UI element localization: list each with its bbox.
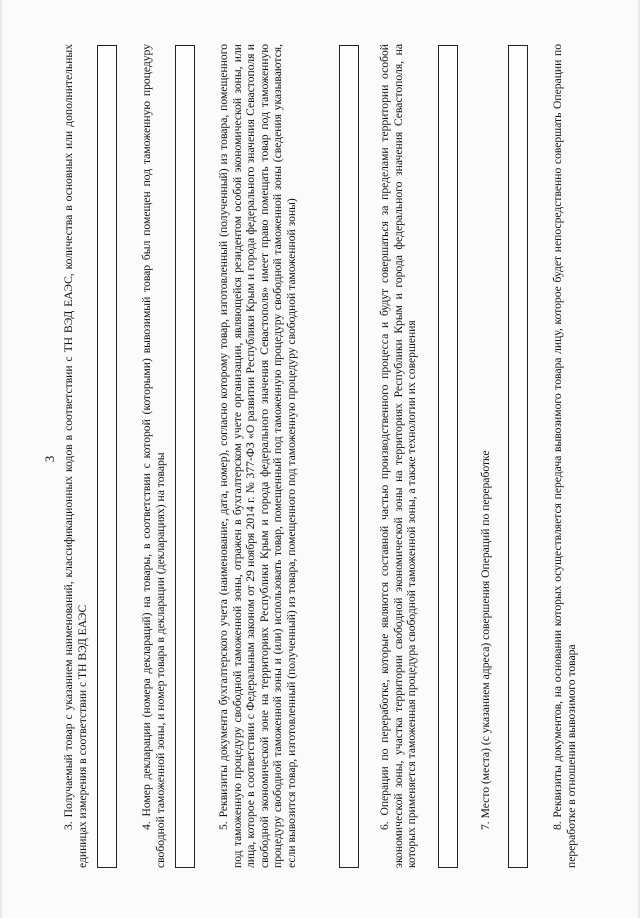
field-6-box bbox=[438, 45, 458, 868]
page-number: 3 bbox=[42, 455, 57, 463]
field-5-box bbox=[339, 45, 359, 868]
field-5-label: 5. Реквизиты документа бухгалтерского учета (наименование, дата, номер), согласно которому товар, изготовленный (полученный) из товара, помещенного под таможенную процедуру свободной таможенной зоны, отражен в бухгалтерском учете организации, являющейся резидентом особой экономической зоны, или лица, которое в соответствии с Федеральным законом от 29 ноября 2014 г. № 377-ФЗ «О развитии Республики Крым и города федерального значения Севастополя и свободной экономической зоне на территориях Республики Крым и города федерального значения Севастополя» имеет право помещать товар под таможенную процедуру свободной таможенной зоны и (или) использовать товар, помещенный под таможенную процедуру свободной таможенной зоны (сведения указываются, если вывозится товар, изготовленный (полученный) из товара, помещенного под таможенную процедуру свободной таможенной зоны) bbox=[217, 44, 298, 868]
field-4-label: 4. Номер декларации (номера деклараций) на товары, в соответствии с которой (которыми) вывозимый товар был помещен под таможенную процедуру свободной таможенной зоны, и номер товара в декларации (декларациях) на товары bbox=[140, 44, 167, 868]
field-3-label: 3. Получаемый товар с указанием наименований, классификационных кодов в соответствии с ТН ВЭД ЕАЭС, количества в основных или дополнительных единицах измерения в соответствии с ТН ВЭД ЕАЭС bbox=[62, 44, 89, 868]
field-3-box bbox=[97, 45, 117, 868]
field-7-label: 7. Место (места) (с указанием адреса) совершения Операций по переработке bbox=[479, 450, 492, 830]
field-4-box bbox=[175, 45, 195, 868]
document-page bbox=[2, 0, 638, 918]
field-6-label: 6. Операции по переработке, которые являются составной частью производственного процесса и будут совершаться за пределами территории особой экономической зоны, участка территории свободной экономической зоны на территориях Республики Крым и города федерального значения Севастополя, на которых применяется таможенная процедура свободной таможенной зоны, а также технологии их совершения bbox=[378, 44, 418, 868]
field-7-box bbox=[508, 45, 528, 868]
field-8-label: 8. Реквизиты документов, на основании которых осуществляется передача вывозимого товара лицу, которое будет непосредственно совершать Операции по переработке в отношении вывозимого товара bbox=[551, 44, 578, 868]
rotated-content bbox=[2, 0, 638, 918]
